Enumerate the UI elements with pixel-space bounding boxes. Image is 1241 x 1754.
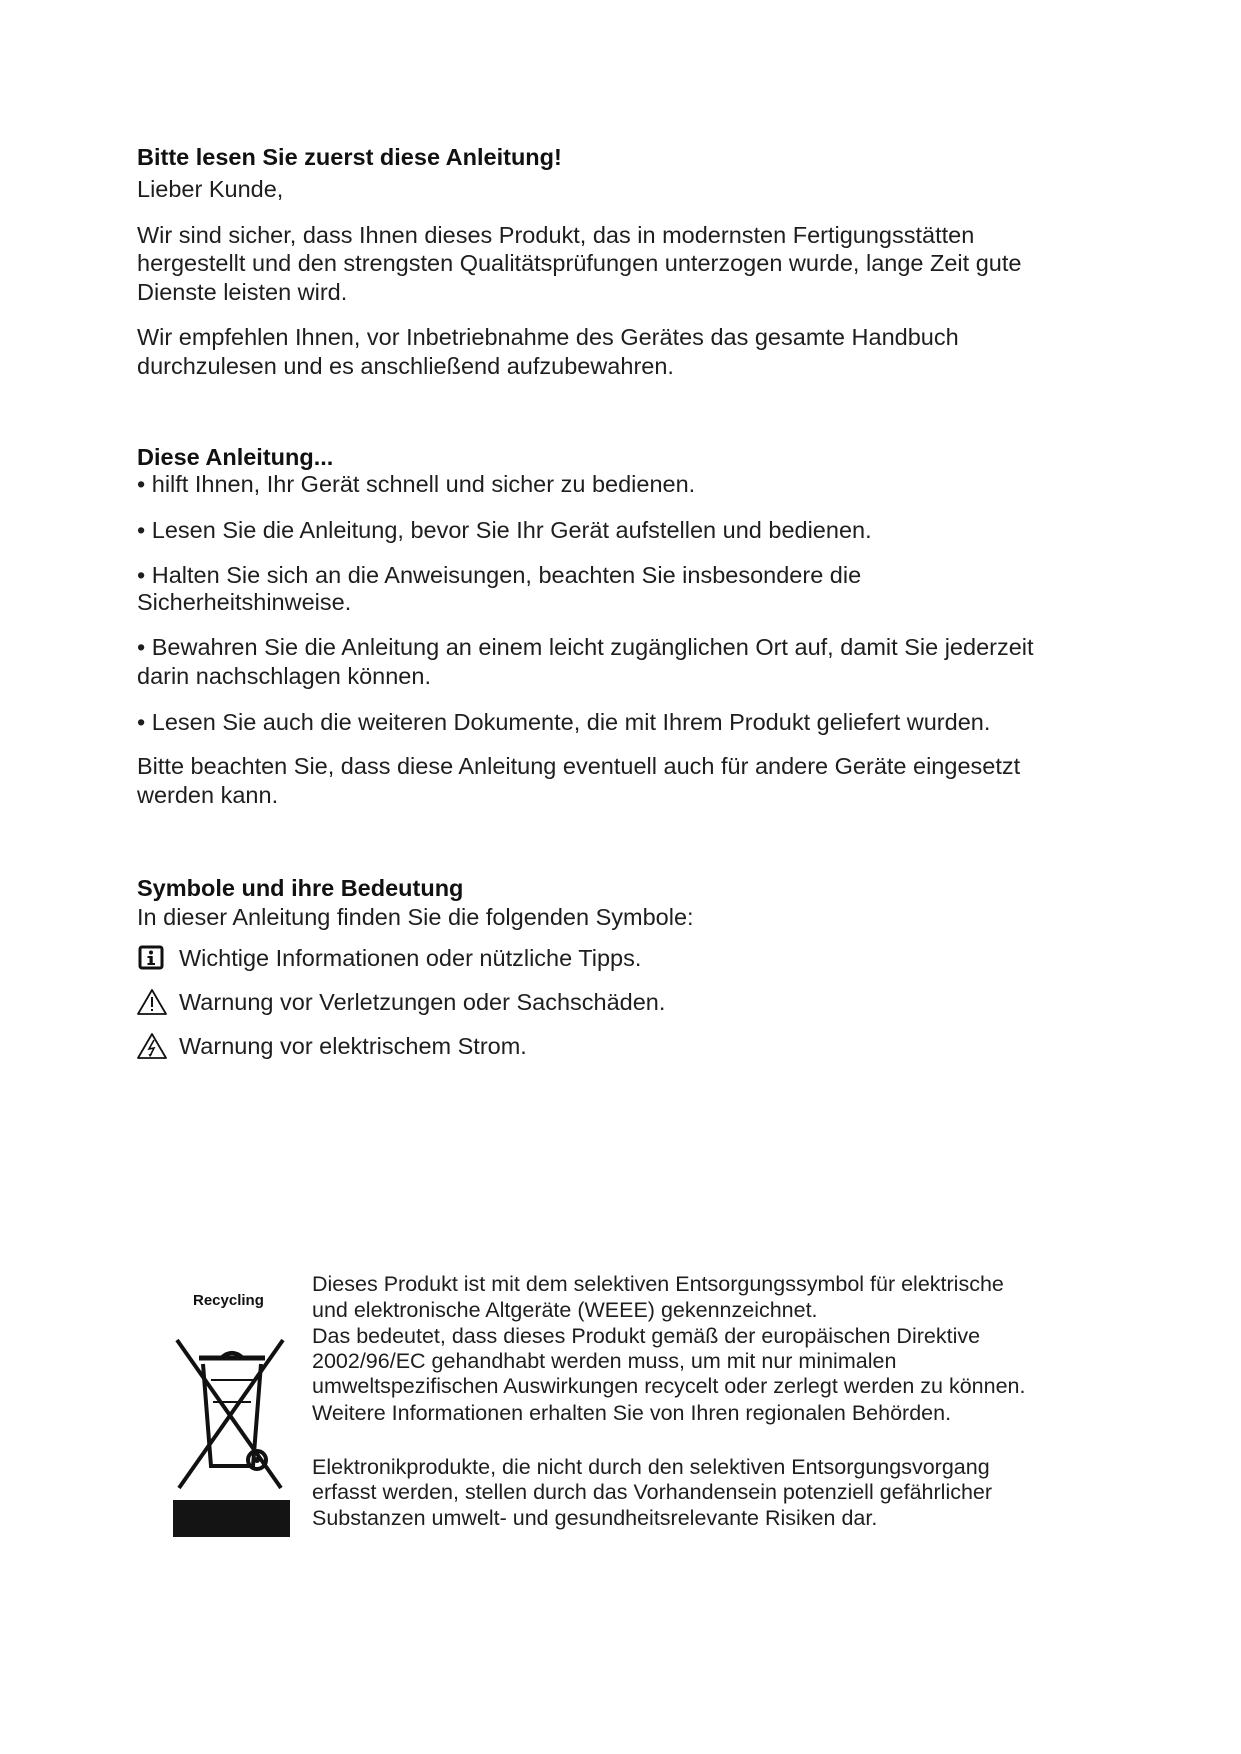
- symbols-heading: Symbole und ihre Bedeutung: [137, 875, 464, 901]
- bullet-item-continued: darin nachschlagen können.: [137, 663, 431, 689]
- bullet-item: • Lesen Sie die Anleitung, bevor Sie Ihr Gerät aufstellen und bedienen.: [137, 517, 872, 543]
- recycling-para2-line: Substanzen umwelt- und gesundheitsrelevante Risiken dar.: [312, 1506, 878, 1530]
- info-icon: [137, 944, 167, 972]
- warning-icon: [137, 988, 167, 1016]
- intro-para2-line: Wir empfehlen Ihnen, vor Inbetriebnahme des Gerätes das gesamte Handbuch: [137, 324, 959, 350]
- electric-warning-icon: [137, 1032, 167, 1060]
- symbol-text: Wichtige Informationen oder nützliche Tipps.: [179, 945, 642, 971]
- weee-bar: [173, 1500, 290, 1537]
- bullet-item: • Lesen Sie auch die weiteren Dokumente, die mit Ihrem Produkt geliefert wurden.: [137, 709, 991, 735]
- recycling-para1-line: umweltspezifischen Auswirkungen recycelt oder zerlegt werden zu können.: [312, 1374, 1026, 1398]
- manual-note-line: Bitte beachten Sie, dass diese Anleitung eventuell auch für andere Geräte eingesetzt: [137, 753, 1021, 779]
- recycling-para1-line: Das bedeutet, dass dieses Produkt gemäß der europäischen Direktive: [312, 1324, 981, 1348]
- recycling-para1-line: 2002/96/EC gehandhabt werden muss, um mit nur minimalen: [312, 1349, 897, 1373]
- manual-note-line: werden kann.: [137, 782, 279, 808]
- weee-bin-icon: [173, 1328, 291, 1513]
- symbol-row-info: [137, 943, 641, 973]
- recycling-para2-line: Elektronikprodukte, die nicht durch den selektiven Entsorgungsvorgang: [312, 1455, 990, 1479]
- symbol-text: Warnung vor Verletzungen oder Sachschäden.: [179, 989, 666, 1015]
- recycling-label: Recycling: [193, 1292, 264, 1309]
- bullet-item: • hilft Ihnen, Ihr Gerät schnell und sicher zu bedienen.: [137, 471, 696, 497]
- symbol-row-warning: [137, 987, 665, 1017]
- symbol-text: Warnung vor elektrischem Strom.: [179, 1033, 527, 1059]
- symbol-row-electric: [137, 1031, 527, 1061]
- bullet-item: • Halten Sie sich an die Anweisungen, beachten Sie insbesondere die: [137, 562, 862, 588]
- recycling-para1-line: Weitere Informationen erhalten Sie von Ihren regionalen Behörden.: [312, 1401, 952, 1425]
- intro-heading: Bitte lesen Sie zuerst diese Anleitung!: [137, 144, 562, 170]
- manual-heading: Diese Anleitung...: [137, 444, 334, 470]
- symbols-intro: In dieser Anleitung finden Sie die folgenden Symbole:: [137, 904, 694, 930]
- intro-para1-line: Dienste leisten wird.: [137, 279, 348, 305]
- greeting: Lieber Kunde,: [137, 176, 284, 202]
- bullet-item: • Bewahren Sie die Anleitung an einem leicht zugänglichen Ort auf, damit Sie jederzeit: [137, 634, 1034, 660]
- intro-para1-line: hergestellt und den strengsten Qualitätsprüfungen unterzogen wurde, lange Zeit gute: [137, 250, 1022, 276]
- bullet-item-continued: Sicherheitshinweise.: [137, 589, 352, 615]
- recycling-para2-line: erfasst werden, stellen durch das Vorhandensein potenziell gefährlicher: [312, 1480, 993, 1504]
- intro-para1-line: Wir sind sicher, dass Ihnen dieses Produkt, das in modernsten Fertigungsstätten: [137, 222, 975, 248]
- intro-para2-line: durchzulesen und es anschließend aufzubewahren.: [137, 353, 674, 379]
- recycling-para1-line: Dieses Produkt ist mit dem selektiven Entsorgungssymbol für elektrische: [312, 1272, 1004, 1296]
- recycling-para1-line: und elektronische Altgeräte (WEEE) gekennzeichnet.: [312, 1298, 818, 1322]
